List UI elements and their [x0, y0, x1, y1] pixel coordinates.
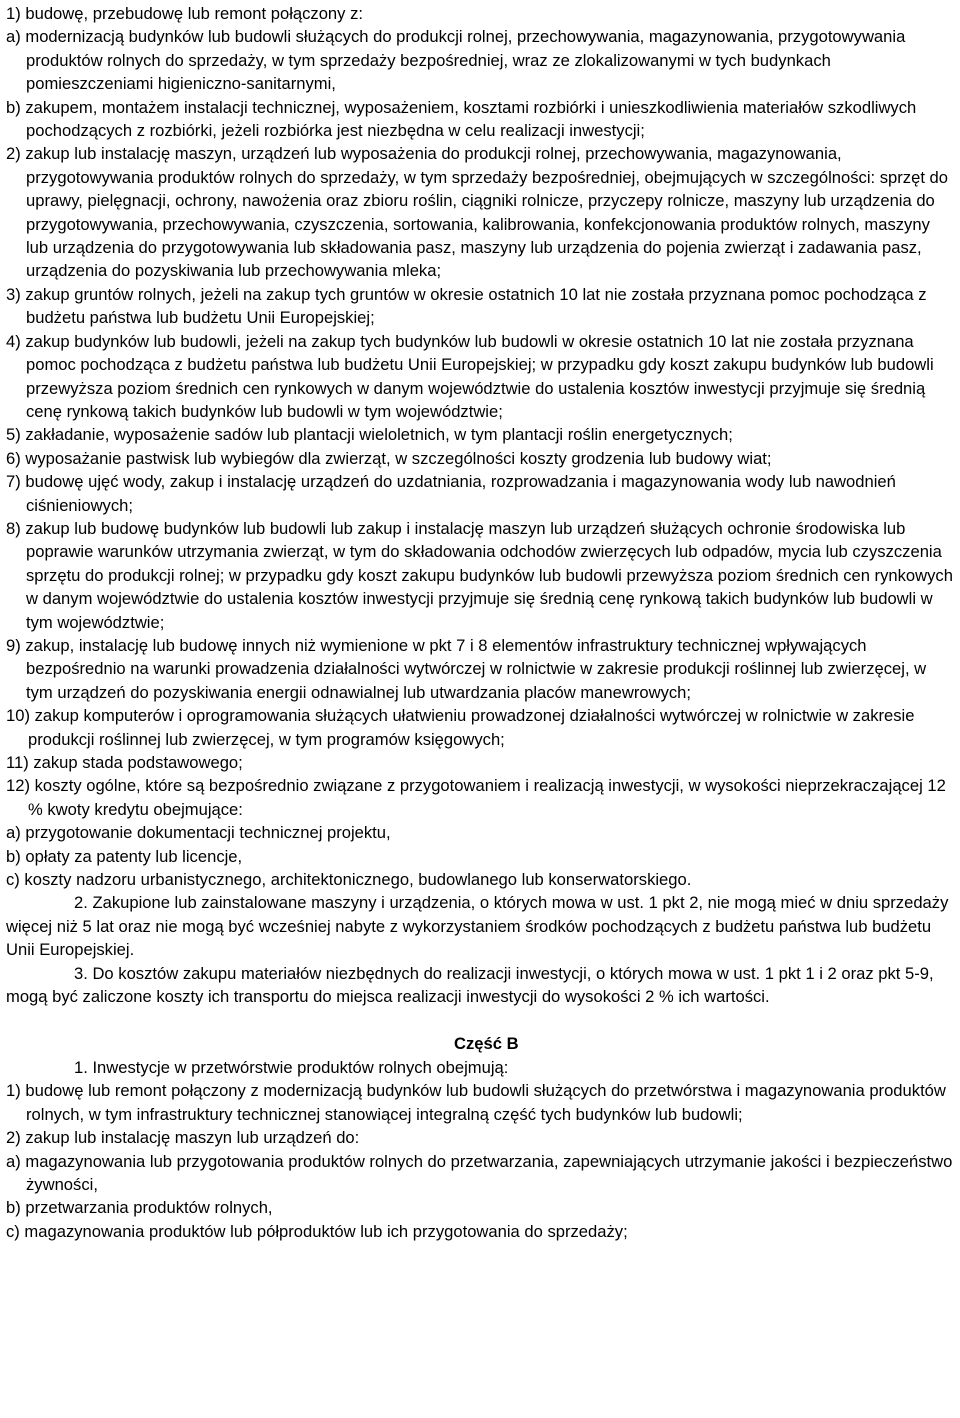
part-a-item-7: 7) budowę ujęć wody, zakup i instalację urządzeń do uzdatniania, rozprowadzania i magazynowania wody lub nawodnień ciśnieniowych; — [6, 472, 896, 515]
part-a-item-8: 8) zakup lub budowę budynków lub budowli lub zakup i instalację maszyn lub urządzeń służących ochronie środowiska lub poprawie warunków utrzymania zwierząt, w tym do składowania odchodów zwierzęcych lub odpadów, mycia lub czyszczenia sprzętu do produkcji rolnej; w przypadku gdy koszt zakupu budynków lub budowli przewyższa poziom średnich cen rynkowych w danym województwie do ustalenia kosztów inwestycji przyjmuje się średnią cenę rynkową takich budynków lub budowli w tym województwie; — [6, 518, 953, 632]
part-a-item-2: 2) zakup lub instalację maszyn, urządzeń lub wyposażenia do produkcji rolnej, przechowywania, magazynowania, przygotowywania produktów rolnych do sprzedaży, w tym sprzedaży bezpośredniej, obejmujących w szczególności: sprzęt do uprawy, pielęgnacji, ochrony, nawożenia oraz zbioru roślin, ciągniki rolnicze, przyczepy rolnicze, maszyny lub urządzenia do przygotowywania, przechowywania, czyszczenia, sortowania, kalibrowania, konfekcjonowania produktów rolnych, maszyny lub urządzenia do przygotowywania lub składowania pasz, maszyny lub urządzenia do pojenia zwierząt i zadawania pasz, urządzenia do pozyskiwania lub przechowywania mleka; — [6, 144, 948, 281]
part-b-item-1: 1) budowę lub remont połączony z modernizacją budynków lub budowli służących do przetwórstwa i magazynowania produktów rolnych, w tym infrastruktury technicznej stanowiącej integralną część tych budynków lub budowli; — [6, 1081, 946, 1124]
part-b-item-2b: b) przetwarzania produktów rolnych, — [6, 1198, 273, 1218]
part-a-item-1b: b) zakupem, montażem instalacji technicznej, wyposażeniem, kosztami rozbiórki i unieszkodliwienia materiałów szkodliwych pochodzących z rozbiórki, jeżeli rozbiórka jest niezbędna w celu realizacji inwestycji; — [6, 97, 917, 141]
part-a-item-12: 12) koszty ogólne, które są bezpośrednio związane z przygotowaniem i realizacją inwestycji, w wysokości nieprzekraczającej 12 % kwoty kredytu obejmujące: — [6, 776, 946, 819]
part-a-paragraph-3: 3. Do kosztów zakupu materiałów niezbędnych do realizacji inwestycji, o których mowa w ust. 1 pkt 1 i 2 oraz pkt 5-9, mogą być zaliczone koszty ich transportu do miejsca realizacji inwestycji do wysokości 2 % ich wartości. — [6, 963, 934, 1007]
part-b-item-2: 2) zakup lub instalację maszyn lub urządzeń do: — [6, 1128, 360, 1148]
part-a-item-1a: a) modernizacją budynków lub budowli służących do produkcji rolnej, przechowywania, magazynowania, przygotowywania produktów rolnych do sprzedaży, w tym sprzedaży bezpośredniej, wraz ze zlokalizowanymi w tych budynkach pomieszczeniami higieniczno-sanitarnymi, — [6, 27, 906, 94]
part-a-item-12a: a) przygotowanie dokumentacji technicznej projektu, — [6, 823, 391, 843]
part-a-item-4: 4) zakup budynków lub budowli, jeżeli na zakup tych budynków lub budowli w okresie ostatnich 10 lat nie została przyznana pomoc pochodząca z budżetu państwa lub budżetu Unii Europejskiej; w przypadku gdy koszt zakupu budynków lub budowli przewyższa poziom średnich cen rynkowych w danym województwie do ustalenia kosztów inwestycji przyjmuje się średnią cenę rynkową takich budynków lub budowli w tym województwie; — [6, 331, 934, 421]
part-a-item-9: 9) zakup, instalację lub budowę innych niż wymienione w pkt 7 i 8 elementów infrastruktury technicznej wpływających bezpośrednio na warunki prowadzenia działalności wytwórczej w rolnictwie w zakresie produkcji roślinnej lub zwierzęcej, w tym urządzeń do pozyskiwania energii odnawialnej lub utwardzania placów manewrowych; — [6, 635, 927, 702]
part-a-item-6: 6) wyposażanie pastwisk lub wybiegów dla zwierząt, w szczególności koszty grodzenia lub budowy wiat; — [6, 448, 772, 468]
part-b-paragraph-1: 1. Inwestycje w przetwórstwie produktów rolnych obejmują: — [74, 1057, 509, 1077]
part-a-item-10: 10) zakup komputerów i oprogramowania służących ułatwieniu prowadzonej działalności wytwórczej w rolnictwie w zakresie produkcji roślinnej lub zwierzęcej, w tym programów księgowych; — [6, 706, 915, 749]
part-b-heading: Część B — [454, 1034, 519, 1054]
part-a-item-3: 3) zakup gruntów rolnych, jeżeli na zakup tych gruntów w okresie ostatnich 10 lat nie została przyznana pomoc pochodząca z budżetu państwa lub budżetu Unii Europejskiej; — [6, 284, 927, 328]
part-a-item-5: 5) zakładanie, wyposażenie sadów lub plantacji wieloletnich, w tym plantacji roślin energetycznych; — [6, 425, 733, 445]
part-a-item-12b: b) opłaty za patenty lub licencje, — [6, 846, 243, 866]
part-a-paragraph-2: 2. Zakupione lub zainstalowane maszyny i urządzenia, o których mowa w ust. 1 pkt 2, nie mogą mieć w dniu sprzedaży więcej niż 5 lat oraz nie mogą być wcześniej nabyte z wykorzystaniem środków pochodzących z budżetu państwa lub budżetu Unii Europejskiej. — [6, 893, 949, 960]
part-b-item-2c: c) magazynowania produktów lub półproduktów lub ich przygotowania do sprzedaży; — [6, 1221, 628, 1241]
part-a-item-11: 11) zakup stada podstawowego; — [6, 753, 243, 772]
part-a-item-1: 1) budowę, przebudowę lub remont połączony z: — [6, 4, 363, 23]
part-b-item-2a: a) magazynowania lub przygotowania produktów rolnych do przetwarzania, zapewniających utrzymanie jakości i bezpieczeństwo żywności, — [6, 1151, 953, 1194]
part-a-item-12c: c) koszty nadzoru urbanistycznego, architektonicznego, budowlanego lub konserwatorskiego. — [6, 870, 692, 890]
